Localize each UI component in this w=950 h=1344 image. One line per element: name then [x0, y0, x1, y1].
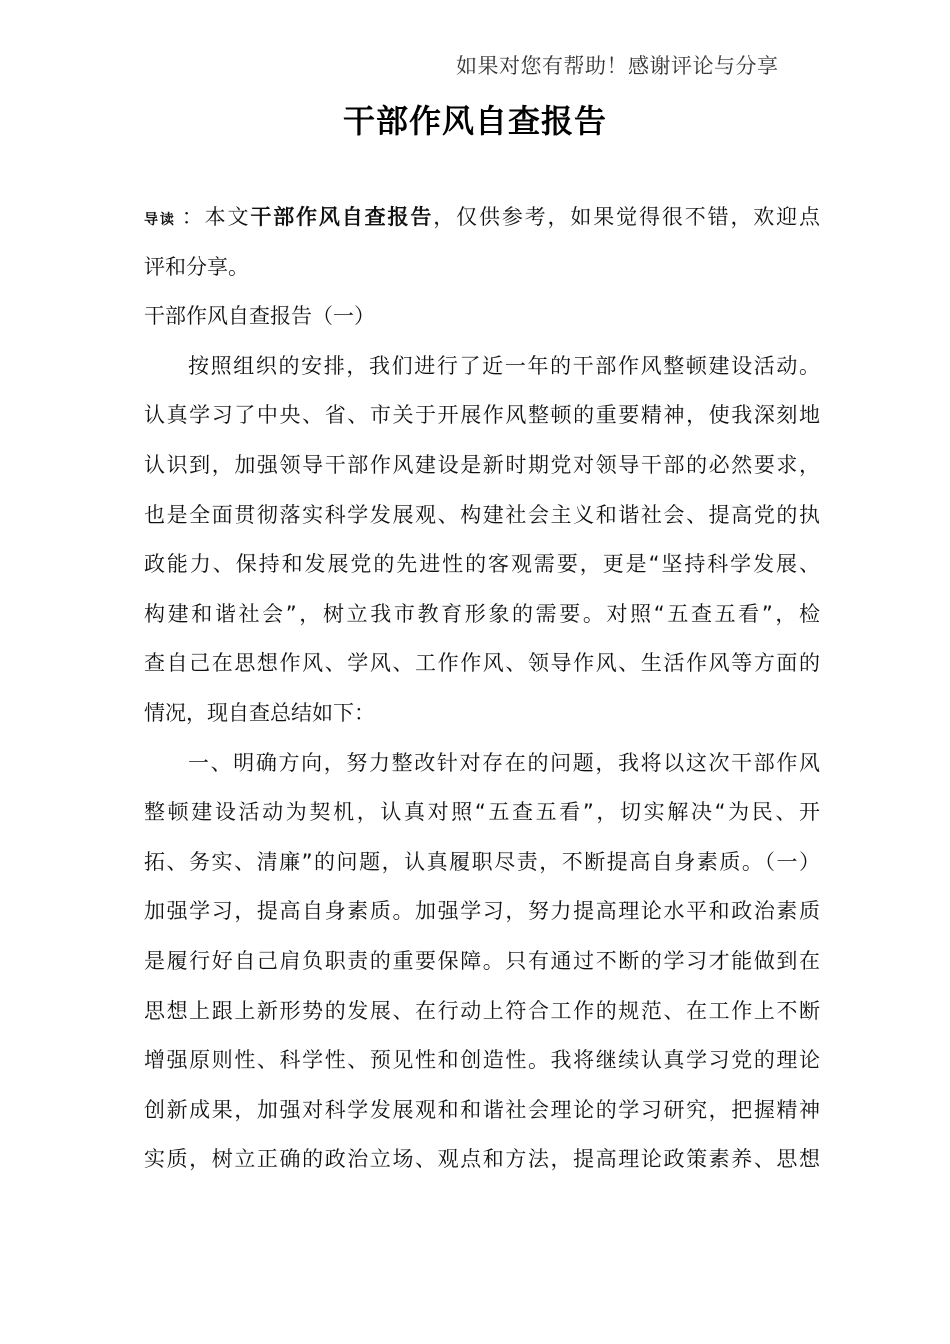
intro-label: 导读 [144, 212, 176, 228]
paragraph-line: 情况，现自查总结如下： [144, 700, 375, 725]
paragraph-line: 政能力、保持和发展党的先进性的客观需要，更是“坚持科学发展、 [144, 552, 820, 577]
paragraph-line: 加强学习，提高自身素质。加强学习，努力提高理论水平和政治素质 [144, 899, 820, 924]
paragraph-line: 认真学习了中央、省、市关于开展作风整顿的重要精神，使我深刻地 [144, 403, 820, 428]
paragraph-line: 一、明确方向，努力整改针对存在的问题，我将以这次干部作风 [188, 750, 820, 775]
paragraph-line: 整顿建设活动为契机，认真对照“五查五看”，切实解决“为民、开 [144, 800, 820, 825]
paragraph-line: 拓、务实、清廉”的问题，认真履职尽责，不断提高自身素质。（一） [144, 849, 820, 874]
paragraph-line: 查自己在思想作风、学风、工作作风、领导作风、生活作风等方面的 [144, 651, 820, 676]
paragraph-line: 按照组织的安排，我们进行了近一年的干部作风整顿建设活动。 [188, 353, 820, 378]
paragraph-line: 创新成果，加强对科学发展观和和谐社会理论的学习研究，把握精神 [144, 1097, 820, 1122]
paragraph-line: 构建和谐社会”，树立我市教育形象的需要。对照“五查五看”，检 [144, 601, 820, 626]
paragraph-line: 实质，树立正确的政治立场、观点和方法，提高理论政策素养、思想 [144, 1147, 820, 1172]
intro-line-1 [144, 193, 820, 243]
paragraph-line: 认识到，加强领导干部作风建设是新时期党对领导干部的必然要求， [144, 452, 820, 477]
intro-bold-title: 干部作风自查报告 [250, 205, 434, 229]
paragraph-line: 思想上跟上新形势的发展、在行动上符合工作的规范、在工作上不断 [144, 998, 820, 1023]
paragraph-line: 也是全面贯彻落实科学发展观、构建社会主义和谐社会、提高党的执 [144, 502, 820, 527]
intro-post: ，仅供参考，如果觉得很不错，欢迎点 [433, 205, 821, 229]
paragraph-line: 增强原则性、科学性、预见性和创造性。我将继续认真学习党的理论 [144, 1048, 820, 1073]
intro-line-2: 评和分享。 [144, 254, 249, 279]
intro-pre: ：本文 [181, 205, 251, 229]
section-heading: 干部作风自查报告（一） [144, 304, 375, 329]
document-body [144, 193, 820, 1185]
header-note: 如果对您有帮助！感谢评论与分享 [456, 54, 779, 78]
document-title: 干部作风自查报告 [342, 102, 607, 140]
paragraph-line: 是履行好自己肩负职责的重要保障。只有通过不断的学习才能做到在 [144, 948, 820, 973]
